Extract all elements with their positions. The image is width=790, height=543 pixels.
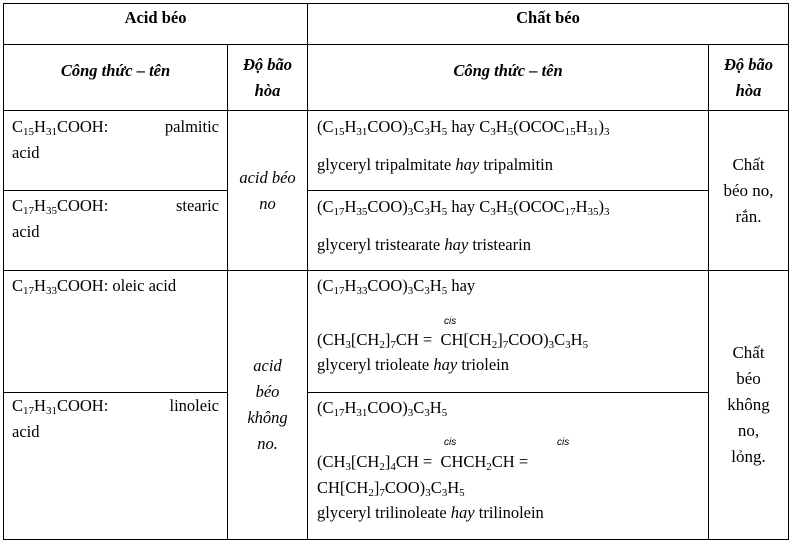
cis-label: cis <box>557 437 570 448</box>
fat-stearin-name: glyceryl tristearate hay tristearin <box>317 235 531 254</box>
acid-formula: $C_{17}H_{35}COOH$: <box>12 196 109 217</box>
header-fat-saturation: Độ bão hòa <box>723 54 774 100</box>
acid-formula: $C_{15}H_{31}COOH$: <box>12 117 109 138</box>
table-rule <box>3 110 788 111</box>
header-acid-saturation: Độ bão hòa <box>242 54 293 100</box>
acid-name-suffix: acid <box>12 143 40 162</box>
acid-name: palmitic <box>164 117 219 136</box>
fat-unsaturated-label: Chất béo không no, lỏng. <box>727 343 770 466</box>
table-rule <box>307 392 708 393</box>
acid-formula: $C_{17}H_{31}COOH$: <box>12 396 109 417</box>
acid-saturated-label: acid béo no <box>239 167 296 213</box>
table-rule <box>3 270 788 271</box>
table-border-right <box>788 3 789 540</box>
table-rule <box>3 190 227 191</box>
fat-stearin-formula: $(C_{17}H_{35}COO)_3C_3H_5$ hay $C_3H_5(OCOC_{17}H_{35})_3$ <box>317 197 610 218</box>
acid-unsaturated-label: acid béo không no. <box>247 356 288 453</box>
table-rule <box>307 190 708 191</box>
fat-palmitin-name: glyceryl tripalmitate hay tripalmitin <box>317 155 553 174</box>
header-acid-beo: Acid béo <box>124 8 187 27</box>
acid-oleic <box>12 273 219 299</box>
fat-olein-formula: $(C_{17}H_{33}COO)_3C_3H_5$ hay <box>317 276 476 297</box>
acid-name-suffix: acid <box>12 222 40 241</box>
acid-linoleic <box>12 393 219 445</box>
acid-palmitic <box>12 114 219 166</box>
fat-olein-structure: $(CH_3[CH_2]_7CH = CH[CH_2]_7COO)_3C_3H_5$ <box>317 330 589 351</box>
fat-linolein-structure: ($CH_3[CH_2]_4CH$ = $CHCH_2CH$ = <box>317 452 529 473</box>
acid-name: linoleic <box>169 396 219 415</box>
fat-palmitin-formula: $(C_{15}H_{31}COO)_3C_3H_5$ hay $C_3H_5(OCOC_{15}H_{31})_3$ <box>317 117 610 138</box>
fat-linolein-name: glyceryl trilinoleate hay trilinolein <box>317 503 544 522</box>
table-border-bottom <box>3 539 788 540</box>
acid-stearic <box>12 193 219 245</box>
fat-linolein-formula: $(C_{17}H_{31}COO)_3C_3H_5$ <box>317 398 448 419</box>
header-chat-beo: Chất béo <box>516 8 580 27</box>
fat-linolein-structure-cont: $CH[CH_2]_7COO)_3C_3H_5$ <box>317 478 465 499</box>
cis-label: cis <box>444 316 457 327</box>
acid-formula: $C_{17}H_{33}COOH$: oleic acid <box>12 276 177 297</box>
header-fat-formula: Công thức – tên <box>453 61 563 80</box>
fat-olein-name: glyceryl trioleate hay triolein <box>317 355 509 374</box>
header-acid-formula: Công thức – tên <box>60 61 171 80</box>
fat-saturated-label: Chất béo no, rắn. <box>723 154 774 226</box>
acid-name-suffix: acid <box>12 422 40 441</box>
cis-label: cis <box>444 437 457 448</box>
acid-name: stearic <box>175 196 219 215</box>
